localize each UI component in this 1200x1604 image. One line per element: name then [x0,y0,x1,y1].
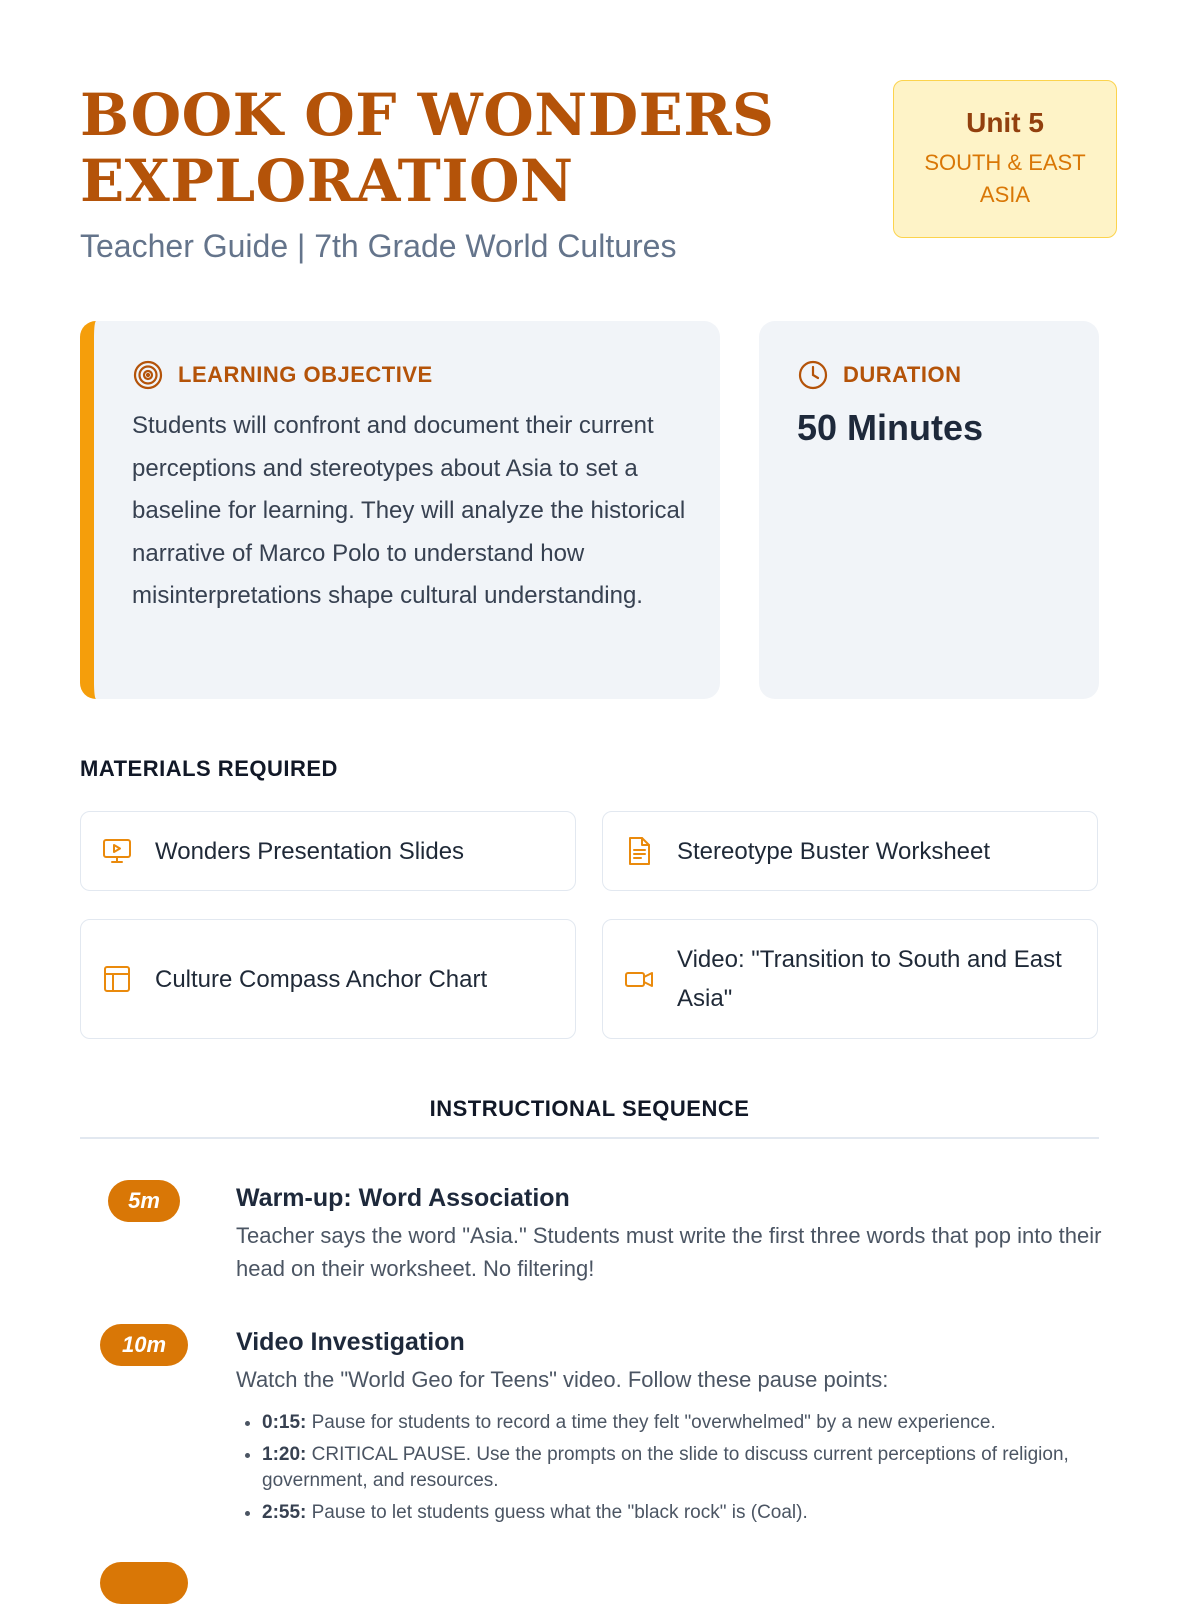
page-subtitle: Teacher Guide | 7th Grade World Cultures [80,228,677,264]
page-title [80,82,840,214]
point-text: Pause for students to record a time they felt "overwhelmed" by a new experience. [306,1412,996,1433]
time-badge-partial [100,1562,188,1604]
target-icon [132,359,164,391]
step-description: Teacher says the word "Asia." Students must write the first three words that pop into their head on their worksheet. No filtering! [236,1223,1102,1281]
objective-label: LEARNING OBJECTIVE [178,362,433,387]
list-item [262,1500,1116,1526]
pause-points-list [236,1410,1116,1526]
list-item [262,1442,1116,1494]
clock-icon [797,359,829,391]
material-item [80,919,576,1039]
title-line-2: EXPLORATION [80,147,574,215]
point-text: Pause to let students guess what the "black rock" is (Coal). [306,1502,808,1523]
document-icon [623,835,655,867]
time-badge: 5m [108,1180,180,1222]
presentation-icon [101,835,133,867]
step-description: Watch the "World Geo for Teens" video. Follow these pause points: [236,1367,889,1392]
unit-number: Unit 5 [966,107,1044,138]
step-title: Warm-up: Word Association [236,1184,570,1212]
unit-badge [893,80,1117,238]
material-label: Wonders Presentation Slides [155,837,465,865]
material-item [80,811,576,891]
point-text: CRITICAL PAUSE. Use the prompts on the slide to discuss current perceptions of religion, government, and resources. [262,1444,1069,1491]
objective-text: Students will confront and document their current perceptions and stereotypes about Asia to set a baseline for learning. They will analyze the historical narrative of Marco Polo to understand how misinterpretations shape cultural understanding. [132,412,686,609]
list-item [262,1410,1116,1436]
title-line-1: BOOK OF WONDERS [80,81,775,149]
material-label: Video: "Transition to South and East Asia" [677,946,1062,1012]
layout-icon [101,963,133,995]
duration-card [759,321,1099,699]
sequence-divider [80,1137,1099,1139]
duration-value: 50 Minutes [797,407,984,448]
material-item [602,811,1098,891]
step-title: Video Investigation [236,1328,465,1356]
time-badge: 10m [100,1324,188,1366]
timestamp: 2:55: [262,1502,307,1523]
material-item [602,919,1098,1039]
material-label: Culture Compass Anchor Chart [155,965,488,993]
timestamp: 1:20: [262,1444,307,1465]
unit-region: SOUTH & EAST ASIA [924,150,1086,207]
material-label: Stereotype Buster Worksheet [677,837,991,865]
duration-label: DURATION [843,362,962,387]
video-icon [623,963,655,995]
timestamp: 0:15: [262,1412,307,1433]
sequence-heading: INSTRUCTIONAL SEQUENCE [429,1096,750,1121]
learning-objective-card [80,321,720,699]
materials-heading: MATERIALS REQUIRED [80,756,338,781]
